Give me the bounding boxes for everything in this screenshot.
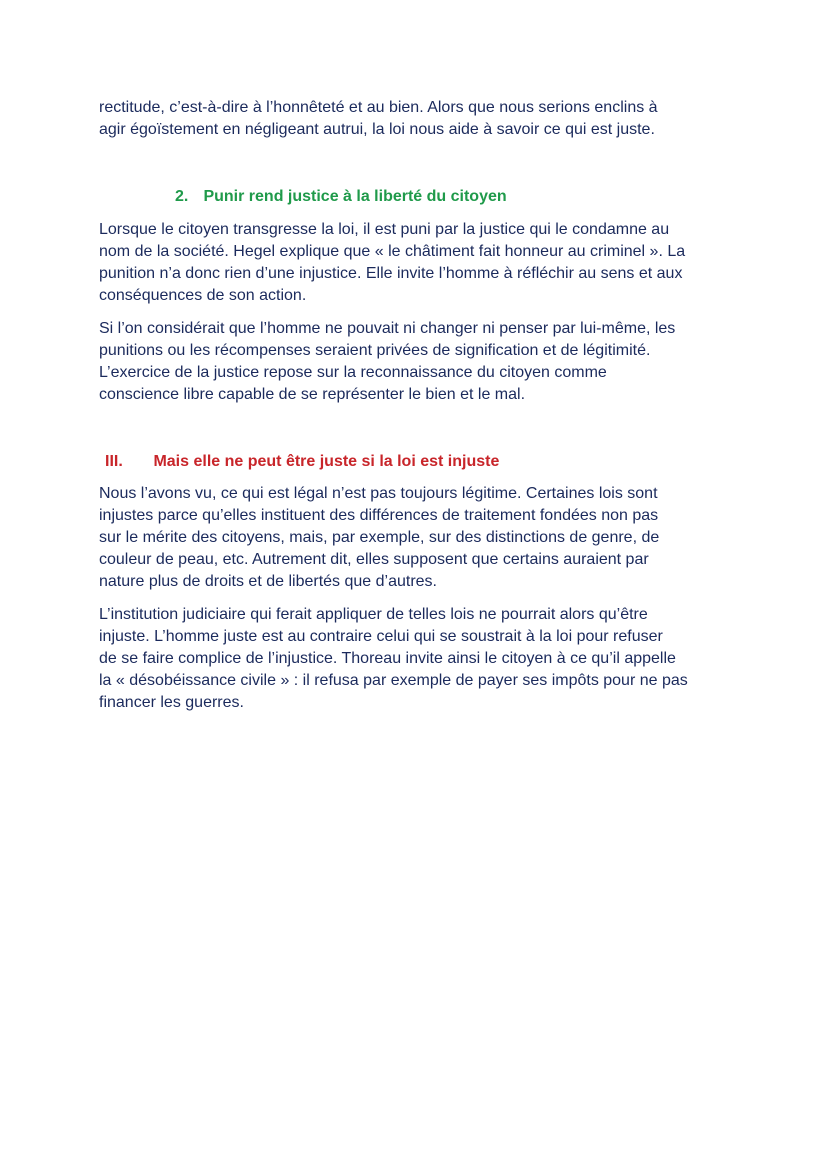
paragraph-part3-b: L’institution judiciaire qui ferait appliquer de telles lois ne pourrait alors qu’être injuste. L’homme juste est au contraire celui qui se soustrait à la loi pour refuser de se faire complice de l’injustice. Thoreau invite ainsi le citoyen à ce qu’il appelle la « désobéissance civile » : il refusa par exemple de payer ses impôts pour ne pas financer les guerres. — [99, 606, 688, 711]
section-title: Punir rend justice à la liberté du citoyen — [203, 188, 507, 205]
paragraph-section2-b: Si l’on considérait que l’homme ne pouvait ni changer ni penser par lui-même, les punitions ou les récompenses seraient privées de signification et de légitimité. L’exercice de la justice repose sur la reconnaissance du citoyen comme conscience libre capable de se représenter le bien et le mal. — [99, 320, 676, 403]
section-number: 2. — [175, 188, 189, 205]
section-heading-2 — [175, 186, 507, 208]
part-number: III. — [105, 453, 123, 470]
paragraph-part3-a: Nous l’avons vu, ce qui est légal n’est pas toujours légitime. Certaines lois sont injustes parce qu’elles instituent des différences de traitement fondées non pas sur le mérite des citoyens, mais, par exemple, sur des distinctions de genre, de couleur de peau, etc. Autrement dit, elles supposent que certains auraient par nature plus de droits et de libertés que d’autres. — [99, 485, 660, 590]
part-heading-3 — [105, 451, 499, 473]
paragraph-section2-a: Lorsque le citoyen transgresse la loi, il est puni par la justice qui le condamne au nom de la société. Hegel explique que « le châtiment fait honneur au criminel ». La punition n’a donc rien d’une injustice. Elle invite l’homme à réfléchir au sens et aux conséquences de son action. — [99, 221, 686, 304]
paragraph-intro: rectitude, c’est-à-dire à l’honnêteté et au bien. Alors que nous serions enclins à agir égoïstement en négligeant autrui, la loi nous aide à savoir ce qui est juste. — [99, 99, 658, 138]
part-title: Mais elle ne peut être juste si la loi est injuste — [153, 453, 500, 470]
